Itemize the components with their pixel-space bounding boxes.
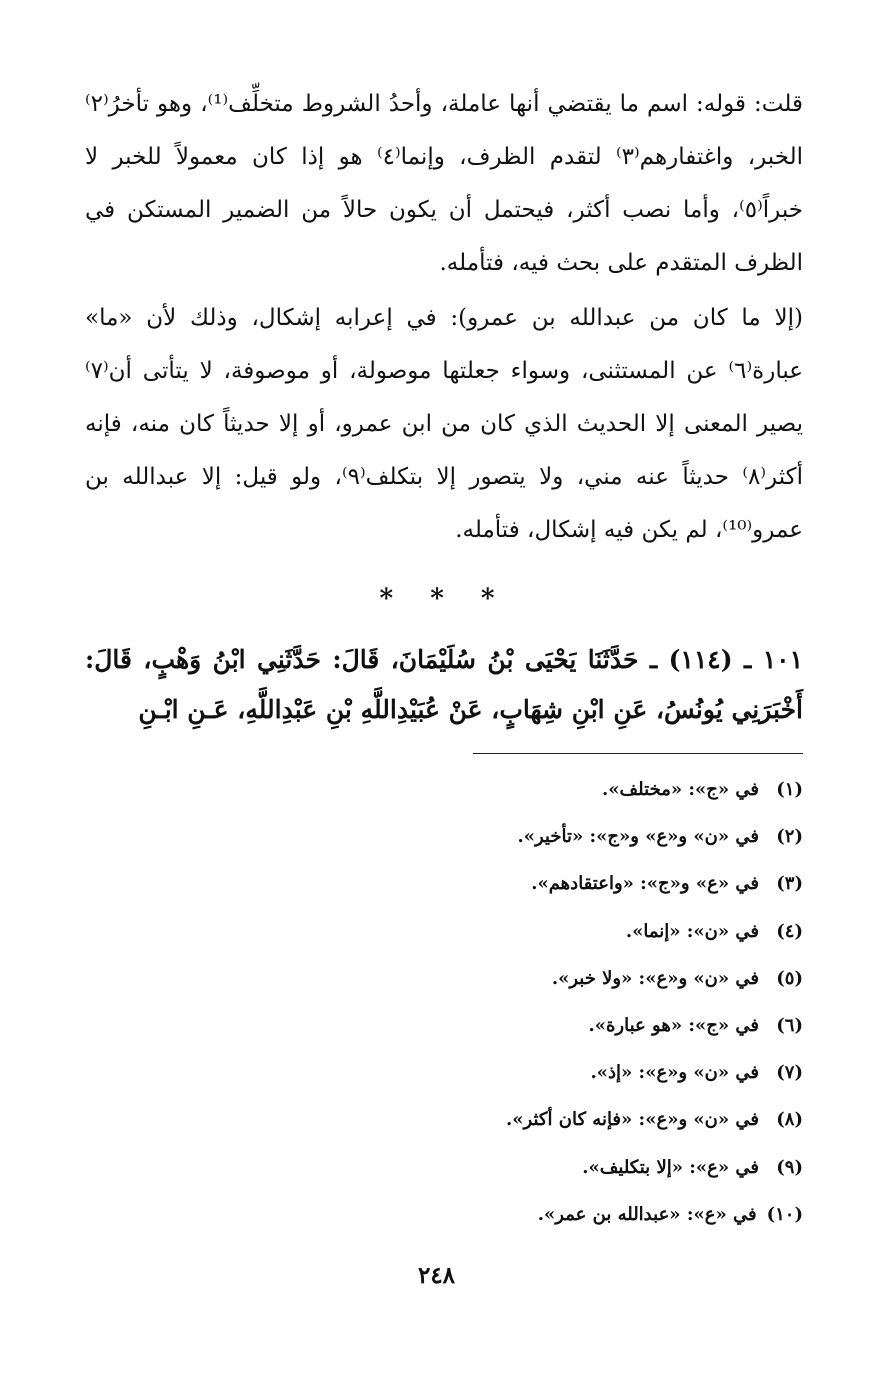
footnote-text: في «ن»: «إنما». <box>625 920 759 942</box>
page-number: ٢٤٨ <box>417 1262 456 1289</box>
hadith-text: ١٠١ ـ (١١٤) ـ حَدَّثَنَا يَحْيَى بْنُ سُلَيْمَانَ، قَالَ: حَدَّثَنِي ابْنُ وَهْبٍ، قَالَ: أَخْبَرَنِي يُونُسُ، عَنِ ابْنِ شِهَابٍ، عَنْ عُبَيْدِاللَّهِ بْنِ عَبْدِاللَّهِ، عَـنِ ابْـنِ <box>85 645 804 724</box>
footnote-number: (١٠) <box>766 1203 803 1225</box>
footnote-number: (٨) <box>776 1109 803 1131</box>
page-content <box>85 78 803 1238</box>
footnote-number: (٩) <box>776 1156 803 1178</box>
footnote-1 <box>85 766 803 813</box>
footnote-number: (٦) <box>776 1014 803 1036</box>
footnote-text: في «ع»: «إلا بتكليف». <box>582 1156 759 1178</box>
footnote-6 <box>85 1002 803 1049</box>
footnote-number: (٥) <box>776 967 803 989</box>
footnote-number: (٧) <box>776 1062 803 1084</box>
footnote-text: في «ع»: «عبدالله بن عمر». <box>537 1203 757 1225</box>
footnote-text: في «ن» و«ع»: «إذ». <box>590 1062 759 1084</box>
footnote-7 <box>85 1049 803 1096</box>
footnote-5 <box>85 955 803 1002</box>
footnote-text: في «ع» و«ج»: «واعتقادهم». <box>531 873 759 895</box>
footnote-2 <box>85 813 803 860</box>
footnote-9 <box>85 1144 803 1191</box>
footnote-4 <box>85 908 803 955</box>
footnote-text: في «ن» و«ع»: «ولا خبر». <box>551 967 759 989</box>
footnote-text: في «ن» و«ع» و«ج»: «تأخير». <box>517 826 759 848</box>
footnote-3 <box>85 860 803 907</box>
footnote-text: في «ج»: «مختلف». <box>602 779 759 800</box>
footnote-number: (١) <box>776 779 803 800</box>
footnote-10 <box>85 1191 803 1238</box>
section-separator: * * * <box>379 584 509 614</box>
footnote-number: (٣) <box>776 873 803 895</box>
body-paragraph-1: قلت: قوله: اسم ما يقتضي أنها عاملة، وأحدُ الشروط متخلِّف⁽¹⁾، وهو تأخرُ⁽٢⁾ الخبر، واغتفارهم⁽٣⁾ لتقدم الظرف، وإنما⁽٤⁾ هو إذا كان معمولاً للخبر لا خبراً⁽٥⁾، وأما نصب أكثر، فيحتمل أن يكون حالاً من الضمير المستكن في الظرف المتقدم على بحث فيه، فتأمله. <box>85 91 803 276</box>
footnote-divider <box>473 753 803 754</box>
footnote-number: (٢) <box>776 826 803 848</box>
footnote-text: في «ن» و«ع»: «فإنه كان أكثر». <box>506 1109 759 1131</box>
body-paragraph-2: (إلا ما كان من عبدالله بن عمرو): في إعرابه إشكال، وذلك لأن «ما» عبارة⁽٦⁾ عن المستثنى، وسواء جعلتها موصولة، أو موصوفة، لا يتأتى أن⁽٧⁾ يصير المعنى إلا الحديث الذي كان من ابن عمرو، أو إلا حديثاً كان منه، فإنه أكثر⁽٨⁾ حديثاً عنه مني، ولا يتصور إلا بتكلف⁽٩⁾، ولو قيل: إلا عبدالله بن عمرو⁽¹⁰⁾، لم يكن فيه إشكال، فتأمله. <box>85 305 803 543</box>
footnote-number: (٤) <box>776 920 803 942</box>
footnote-8 <box>85 1096 803 1143</box>
footnote-text: في «ج»: «هو عبارة». <box>588 1014 759 1036</box>
footnotes-list <box>85 766 803 1238</box>
